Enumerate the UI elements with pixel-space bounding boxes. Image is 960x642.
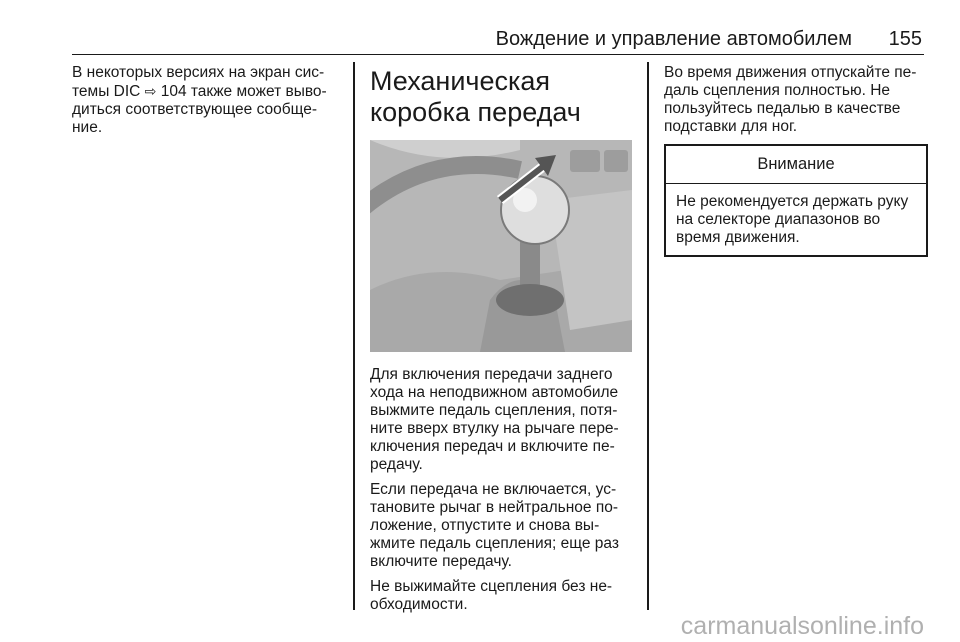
header-title: Вождение и управление автомобилем: [495, 28, 852, 50]
body-paragraph: Для включения передачи заднего хода на неподвижном автомобиле выжмите педаль сцепления, потя- ните вверх втулку на рычаге пере- ключения передач и включите пе- редачу.: [370, 366, 619, 473]
warning-box: [664, 144, 928, 257]
column-right: [664, 64, 926, 257]
page-header: [72, 24, 924, 55]
body-paragraph: Не выжимайте сцепления без не- обходимости.: [370, 578, 613, 613]
page-ref-arrow-icon[interactable]: ⇨: [144, 83, 157, 99]
column-divider: [353, 62, 355, 610]
section-title: Механическая коробка передач: [370, 66, 581, 127]
warning-heading: Внимание: [666, 146, 926, 184]
column-divider: [647, 62, 649, 610]
column-middle: [370, 64, 632, 621]
body-paragraph: В некоторых версиях на экран сис- темы DIC ⇨ 104 также может выво- диться соответствующее сообще- ние.: [72, 64, 327, 136]
page-number: 155: [888, 28, 922, 50]
body-paragraph: Во время движения отпускайте пе- даль сцепления полностью. Не пользуйтесь педалью в качестве подставки для ног.: [664, 64, 917, 135]
body-paragraph: Если передача не включается, ус- тановите рычаг в нейтральное по- ложение, отпустите и снова вы- жмите педаль сцепления; еще раз включите передачу.: [370, 481, 619, 570]
watermark: carmanualsonline.info: [680, 612, 924, 640]
warning-body: Не рекомендуется держать руку на селекторе диапазонов во время движения.: [676, 193, 909, 246]
gear-lever-illustration: [370, 140, 632, 352]
column-left: [72, 64, 340, 144]
gear-lever-icon: [370, 140, 632, 352]
